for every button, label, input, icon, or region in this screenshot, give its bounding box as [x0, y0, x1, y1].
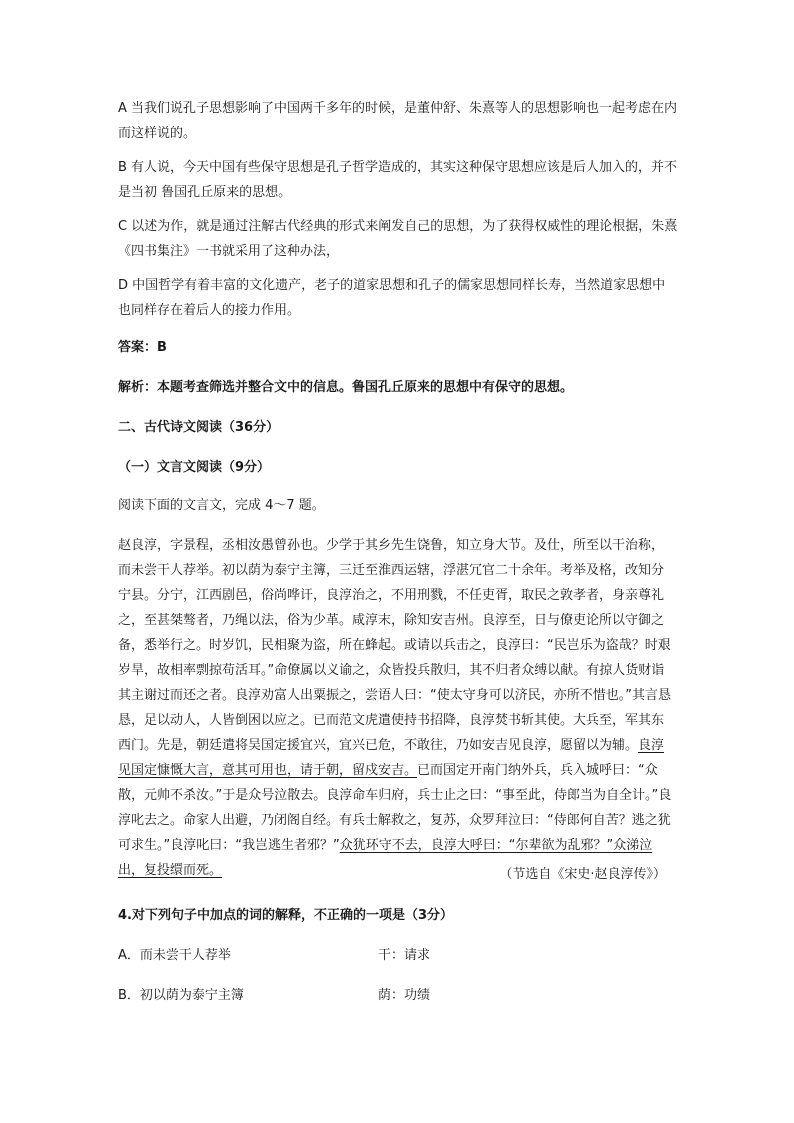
underlined-sentence-2: 众犹环守不去，良淳大呼曰：“尔辈欲为乱邪？”众涕泣出，复投缳而死。: [118, 838, 653, 878]
classical-passage: [118, 533, 674, 883]
passage-source: （节选自《宋史·赵良淳传》）: [499, 867, 666, 882]
option-d-prev: D 中国哲学有着丰富的文化遗产，老子的道家思想和孔子的儒家思想同样长寿，当然道家思想中也同样存在着后人的接力作用。: [118, 278, 666, 318]
underlined-sentence-1: 良淳见国定慷慨大言，意其可用也，请于朝，留戍安吉。: [118, 738, 665, 778]
option-c-prev: C 以述为作，就是通过注解古代经典的形式来阐发自己的思想，为了获得权威性的理论根据，朱熹《四书集注》一书就采用了这种办法，: [118, 219, 678, 259]
passage-part-2: 已而国定开南门纳外兵，兵入城呼曰：“众散，元帅不杀汝。”于是众号泣散去。良淳命车归府，兵士止之曰：“事至此，侍郎当为自全计。”良淳叱去之。命家人出避，乃闭阁自经。有兵士解救之，复苏，众罗拜泣曰：“侍郎何自苦？逃之犹可求生。”良淳叱曰：“我岂逃生者邪？”: [118, 763, 672, 853]
question-4-option-a-gloss: 干：请求: [378, 948, 431, 963]
question-4-title: 4.对下列句子中加点的词的解释，不正确的一项是（3分）: [118, 908, 454, 923]
option-b-prev: B 有人说，今天中国有些保守思想是孔子哲学造成的，其实这种保守思想应该是后人加入的，并不是当初 鲁国孔丘原来的思想。: [118, 160, 678, 200]
question-4-option-a: A．而未尝干人荐举: [118, 948, 231, 963]
passage-part-1: 赵良淳，字景程，丞相汝愚曾孙也。少学于其乡先生饶鲁，知立身大节。及仕，所至以干治称，而未尝干人荐举。初以荫为泰宁主簿，三迁至淮西运辖，浮湛冗官二十余年。考举及格，改知分宁县。分宁，江西剧邑，俗尚哗讦，良淳治之，不用刑戮，不任吏胥，取民之敦孝者，身亲尊礼之，至甚桀骜者，乃绳以法，俗为少革。咸淳末，除知安吉州。良淳至，日与僚吏论所以守御之备，悉举行之。时岁饥，民相聚为盗，所在蜂起。或请以兵击之，良淳曰：“民岂乐为盗哉？时艰岁旱，故相率剽掠苟活耳。”命僚属以义谕之，众皆投兵散归，其不归者众缚以献。有掠人货财诣其主谢过而还之者。良淳劝富人出粟振之，尝语人曰：“使太守身可以济民，亦所不惜也。”其言恳恳，足以动人，人皆倒困以应之。已而范文虎遣使持书招降，良淳焚书斩其使。大兵至，军其东西门。先是，朝廷遣将吴国定援宜兴，宜兴已危，不敢往，乃如安吉见良淳，愿留以为辅。: [118, 538, 671, 753]
option-a-prev: A 当我们说孔子思想影响了中国两千多年的时候，是董仲舒、朱熹等人的思想影响也一起考虑在内而这样说的。: [118, 101, 678, 141]
section-heading: 二、古代诗文阅读（36分）: [118, 420, 280, 435]
answer-line: 答案：B: [118, 340, 167, 355]
instruction-line: 阅读下面的文言文，完成 4～7 题。: [118, 498, 325, 513]
question-4-option-b: B．初以荫为泰宁主簿: [118, 988, 244, 1003]
question-4-option-b-gloss: 荫：功绩: [378, 988, 431, 1003]
subsection-heading: （一）文言文阅读（9分）: [118, 460, 271, 475]
analysis-line: 解析：本题考查筛选并整合文中的信息。鲁国孔丘原来的思想中有保守的思想。: [118, 380, 574, 395]
